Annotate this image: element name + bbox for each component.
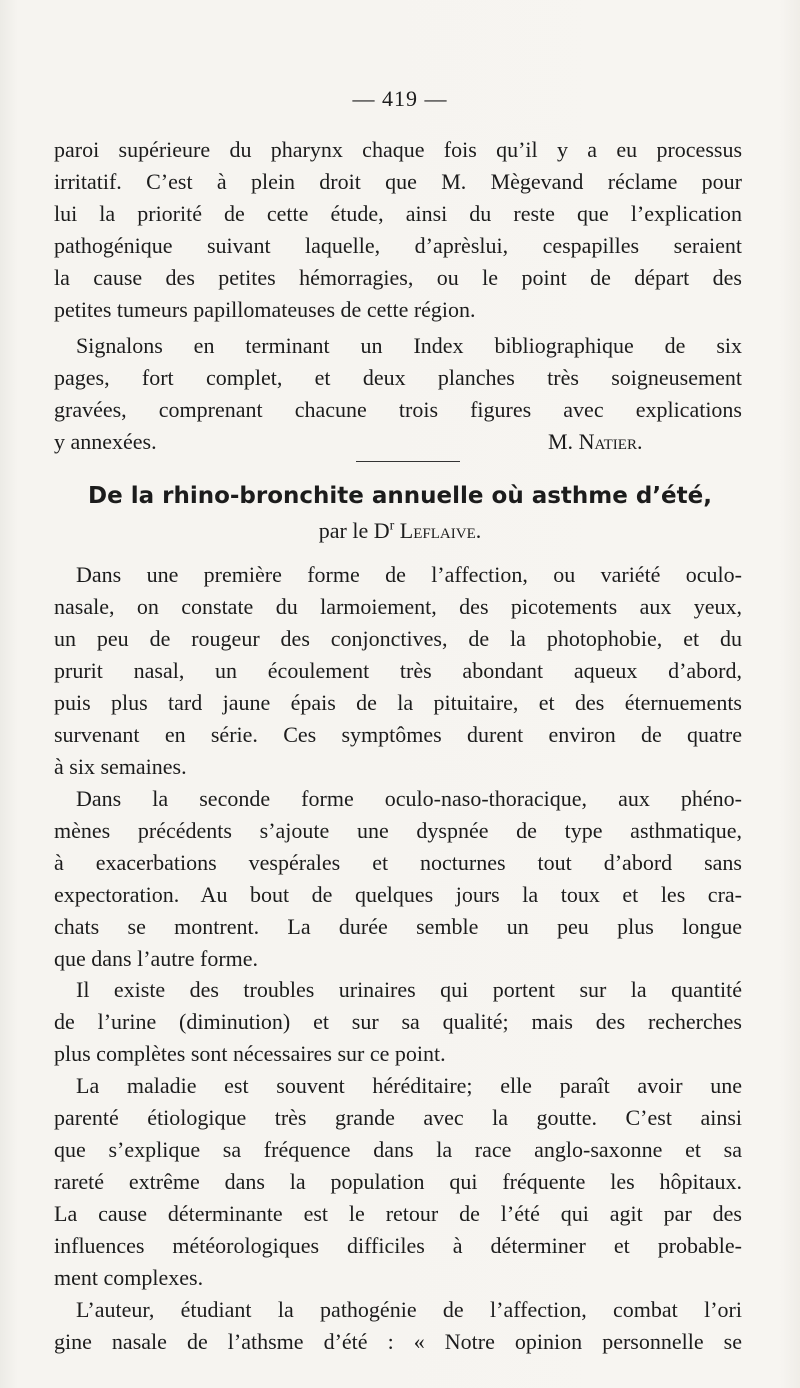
article-line: Dans la seconde forme oculo-naso-thoracique, aux phéno- xyxy=(76,786,742,811)
article-line: à six semaines. xyxy=(54,754,187,779)
article-line: un peu de rougeur des conjonctives, de la photophobie, et du xyxy=(54,626,742,651)
review-line: Signalons en terminant un Index bibliographique de six xyxy=(76,333,742,358)
article-line: influences météorologiques difficiles à déterminer et probable- xyxy=(54,1233,742,1258)
article-title: De la rhino-bronchite annuelle où asthme d’été, xyxy=(88,483,712,509)
review-line: irritatif. C’est à plein droit que M. Mègevand réclame pour xyxy=(54,169,742,194)
review-line: la cause des petites hémorragies, ou le point de départ des xyxy=(54,265,742,290)
byline-author: Leflaive. xyxy=(399,518,482,543)
article-line: parenté étiologique très grande avec la goutte. C’est ainsi xyxy=(54,1105,742,1130)
article-line: chats se montrent. La durée semble un peu plus longue xyxy=(54,914,742,939)
review-signature xyxy=(548,426,642,458)
article-line: ment complexes. xyxy=(54,1265,204,1290)
review-line: gravées, comprenant chacune trois figures avec explications xyxy=(54,397,742,422)
section-divider xyxy=(356,461,460,462)
article-line: de l’urine (diminution) et sur sa qualité; mais des recherches xyxy=(54,1009,742,1034)
article-line: prurit nasal, un écoulement très abondant aqueux d’abord, xyxy=(54,658,742,683)
article-line: gine nasale de l’athsme d’été : « Notre opinion personnelle se xyxy=(54,1329,742,1354)
article-line: L’auteur, étudiant la pathogénie de l’affection, combat l’ori xyxy=(76,1297,742,1322)
page-number: — 419 — xyxy=(352,86,448,111)
article-line: Il existe des troubles urinaires qui portent sur la quantité xyxy=(76,977,742,1002)
review-line: pages, fort complet, et deux planches très soigneusement xyxy=(54,365,742,390)
review-line: pathogénique suivant laquelle, d’aprèslui, cespapilles seraient xyxy=(54,233,742,258)
byline-superscript: r xyxy=(389,518,395,534)
article-line: plus complètes sont nécessaires sur ce point. xyxy=(54,1041,446,1066)
signature-name: Natier. xyxy=(578,429,643,454)
article-line: expectoration. Au bout de quelques jours la toux et les cra- xyxy=(54,882,742,907)
article-line: survenant en série. Ces symptômes durent environ de quatre xyxy=(54,722,742,747)
article-line: que dans l’autre forme. xyxy=(54,946,259,971)
review-line: paroi supérieure du pharynx chaque fois qu’il y a eu processus xyxy=(54,137,742,162)
article-line: puis plus tard jaune épais de la pituitaire, et des éternuements xyxy=(54,690,742,715)
article-line: mènes précédents s’ajoute une dyspnée de type asthmatique, xyxy=(54,818,742,843)
article-line: nasale, on constate du larmoiement, des picotements aux yeux, xyxy=(54,594,742,619)
article-line: rareté extrême dans la population qui fréquente les hôpitaux. xyxy=(54,1169,742,1194)
article-line: La maladie est souvent héréditaire; elle paraît avoir une xyxy=(76,1073,742,1098)
review-line: lui la priorité de cette étude, ainsi du reste que l’explication xyxy=(54,201,742,226)
article-line: à exacerbations vespérales et nocturnes tout d’abord sans xyxy=(54,850,742,875)
byline-prefix: par le D xyxy=(318,518,390,543)
signature-prefix: M. xyxy=(548,429,574,454)
article-line: que s’explique sa fréquence dans la race anglo-saxonne et sa xyxy=(54,1137,742,1162)
article-byline xyxy=(0,515,800,547)
review-line: petites tumeurs papillomateuses de cette région. xyxy=(54,297,476,322)
article-line: La cause déterminante est le retour de l’été qui agit par des xyxy=(54,1201,742,1226)
review-line: y annexées. xyxy=(54,429,157,454)
article-line: Dans une première forme de l’affection, ou variété oculo- xyxy=(76,562,742,587)
